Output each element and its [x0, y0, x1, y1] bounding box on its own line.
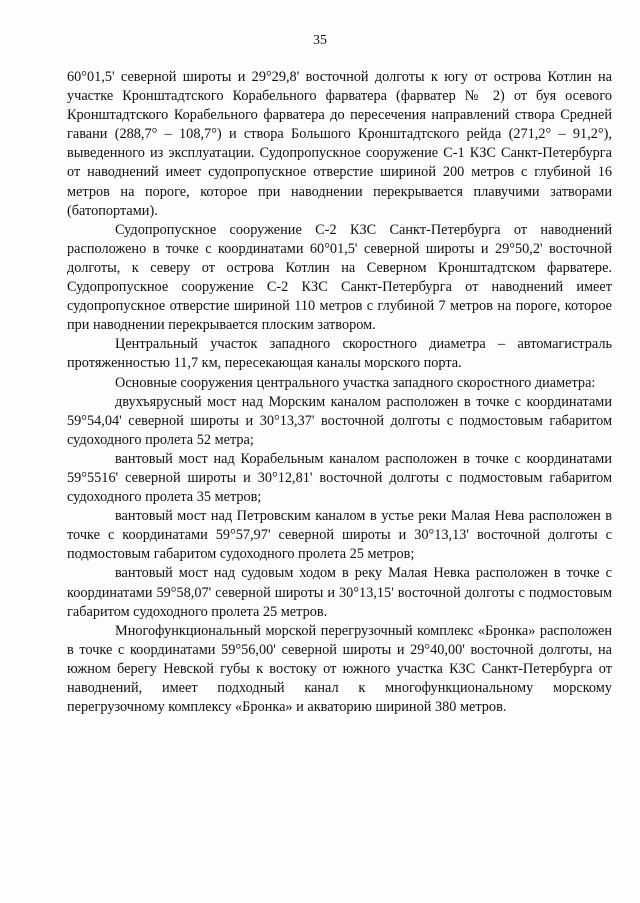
- paragraph-cable-bridge-petrovsky: вантовый мост над Петровским каналом в устье реки Малая Нева расположен в точке с координатами 59°57,97' северной широты и 30°13,13' восточной долготы с подмостовым габаритом судоходного пролета 25 метров;: [67, 508, 612, 563]
- paragraph-double-deck-bridge: двухъярусный мост над Морским каналом расположен в точке с координатами 59°54,04' северной широты и 30°13,37' восточной долготы с подмостовым габаритом судоходного пролета 52 метра;: [67, 393, 612, 448]
- paragraph-cable-bridge-korabelny: вантовый мост над Корабельным каналом расположен в точке с координатами 59°5516' северной широты и 30°12,81' восточной долготы с подмостовым габаритом судоходного пролета 35 метров;: [67, 450, 612, 506]
- paragraph-central-section: Центральный участок западного скоростного диаметра – автомагистраль протяженностью 11,7 км, пересекающая каналы морского порта.: [67, 336, 612, 372]
- paragraph-main-structures: Основные сооружения центрального участка западного скоростного диаметра:: [115, 374, 596, 391]
- paragraph-s2-structure: Судопропускное сооружение С-2 КЗС Санкт-Петербурга от наводнений расположено в точке с координатами 60°01,5' северной широты и 29°50,2' восточной долготы, к северу от острова Котлин на Северном Кронштадтском фарватере. Судопропускное сооружение С-2 КЗС Санкт-Петербурга от наводнений имеет судопропускное отверстие шириной 110 метров с глубиной 7 метров на пороге, которое при наводнении перекрывается плоским затвором.: [67, 221, 612, 334]
- paragraph-cable-bridge-malaya-nevka: вантовый мост над судовым ходом в реку Малая Невка расположен в точке с координатами 59°58,07' северной широты и 30°13,15' восточной долготы с подмостовым габаритом судоходного пролета 25 метров.: [67, 565, 612, 620]
- page-number: 35: [313, 33, 327, 48]
- document-body: [67, 68, 612, 717]
- paragraph-continuation: 60°01,5' северной широты и 29°29,8' восточной долготы к югу от острова Котлин на участке Кронштадтского Корабельного фарватера (фарватер № 2) от буя осевого Кронштадтского Корабельного фарватера до пересечения направлений створа Средней гавани (288,7° – 108,7°) и створа Большого Кронштадтского рейда (271,2° – 91,2°), выведенного из эксплуатации. Судопропускное сооружение С-1 КЗС Санкт-Петербурга от наводнений имеет судопропускное отверстие шириной 200 метров с глубиной 16 метров на пороге, которое при наводнении перекрывается плавучими затворами (батопортами).: [67, 69, 612, 219]
- paragraph-bronka-complex: Многофункциональный морской перегрузочный комплекс «Бронка» расположен в точке с координатами 59°56,00' северной широты и 29°40,00' восточной долготы, на южном берегу Невской губы к востоку от южного участка КЗС Санкт-Петербурга от наводнений, имеет подходный канал к многофункциональному морскому перегрузочному комплексу «Бронка» и акваторию шириной 380 метров.: [67, 622, 612, 716]
